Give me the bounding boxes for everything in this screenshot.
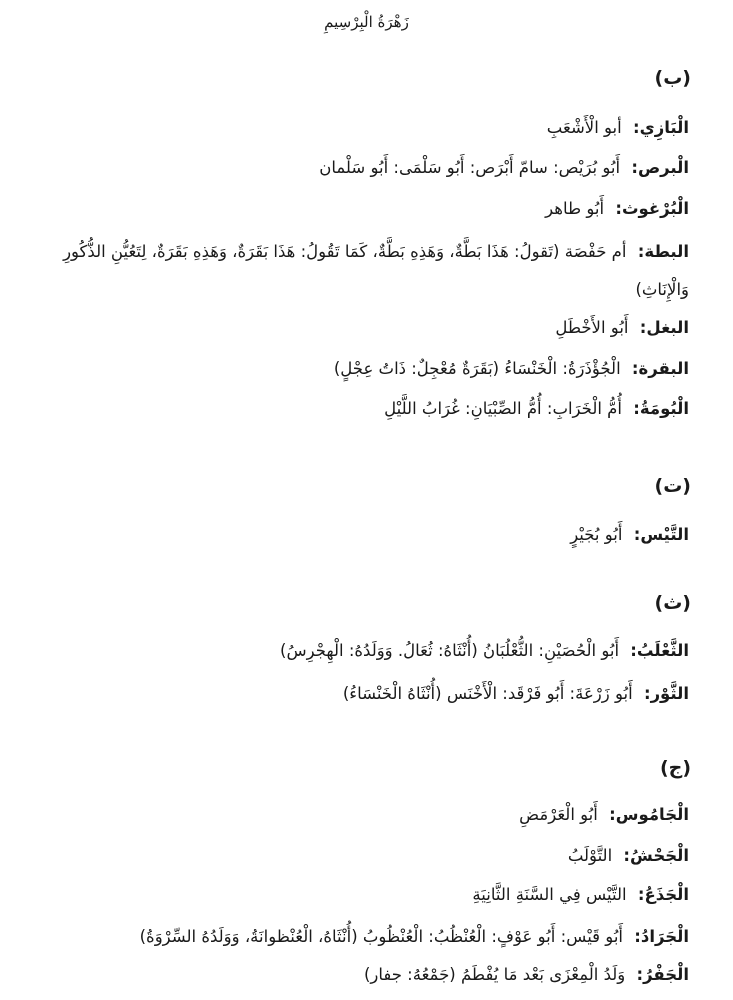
entry-colon: : [631,359,639,378]
entry-definition: وَلَدُ الْمِعْزَى بَعْد مَا يُفْطَمُ (جَمْعُهُ: جفار) [363,965,626,984]
entry-definition: أَبُو بُجَيْرٍ [570,525,623,544]
entry-colon: : [639,318,647,337]
entry-term: الْجَفْرُ [643,965,689,984]
entry-definition: أم حَفْصَة (تَقولُ: هَذَا بَطَّةٌ، وَهَذِهِ بَطَّةٌ، كَمَا تَقُولُ: هَذَا بَقَرَةٌ، وَهَذِهِ بَقَرَةٌ، لِتَعُيُّنِ الذُّكُورِ وَالْإِنَاثِ) [63,242,689,299]
entry-term: البغل [646,318,689,337]
entry-al-jahsh [28,841,689,871]
running-header: زَهْرَةُ الْبِرْسِيمِ [324,13,409,31]
entry-al-bazi [28,113,689,143]
entry-colon: : [634,927,641,946]
entry-colon: : [623,846,631,865]
entry-colon: : [632,118,640,137]
entry-colon: : [630,641,637,660]
entry-at-tays [28,520,689,550]
entry-al-baqara [28,354,689,384]
entry-definition: التَّوْلَبُ [567,846,613,865]
entry-al-baghl [28,313,689,343]
entry-definition: التَّيْس فِي السَّنَةِ الثَّانِيَةِ [472,885,627,904]
entry-term: الْجَذَعُ [644,885,689,904]
section-heading-ba: (ب) [654,67,691,89]
entry-term: الثَّوْر [650,684,689,703]
entry-colon: : [637,242,645,261]
entry-al-jadha [28,880,689,910]
entry-ath-thalab [28,636,689,666]
entry-definition: أَبُو الأَخْطَلِ [555,318,629,337]
entry-colon: : [615,199,622,218]
entry-term: الْجَحْشُ [630,846,689,865]
entry-term: البقرة [638,359,689,378]
entry-definition: أُمُّ الْخَرَابِ: أُمُّ الصِّبْيَانِ: غُرَابُ اللَّيْلِ [384,399,622,418]
entry-colon: : [633,525,641,544]
entry-colon: : [637,885,645,904]
entry-term: الْجَامُوس [615,805,689,824]
entry-term: الْبُومَةُ [639,399,689,418]
entry-term: البطة [644,242,689,261]
entry-colon: : [631,158,638,177]
entry-definition: أَبُو طاهر [545,199,605,218]
entry-definition: أَبُو زَرْعَةَ: أَبُو فَرْقَد: الْأَخْنَس (أُنْثَاهُ الْخَنْسَاءُ) [342,684,633,703]
entry-term: التَّيْس [640,525,689,544]
section-heading-tha: (ث) [654,592,691,614]
entry-al-baras [28,153,689,183]
entry-definition: أَبُو بُرَيْص: سامّ أَبْرَص: أَبُو سَلْمَى: أَبُو سَلْمان [319,158,621,177]
entry-definition: الْجُؤْذَرَةُ: الْخَنْسَاءُ (بَقَرَةٌ مُعْجِلٌ: ذَاتُ عِجْلٍ) [333,359,621,378]
entry-al-jafr [28,960,689,990]
entry-term: الثَّعْلَبُ [636,641,689,660]
entry-term: الْبَازِي [639,118,689,137]
entry-al-jarad [28,922,689,952]
entry-colon: : [643,684,651,703]
entry-colon: : [609,805,616,824]
section-heading-jim: (ج) [659,757,691,779]
entry-definition: أَبُو الْحُصَيْنِ: الثُّعْلُبَانُ (أُنْثَاهُ: ثُعَالُ. وَوَلَدُهُ: الْهِجْرِسُ) [280,641,620,660]
entry-al-buma [28,394,689,424]
entry-definition: أبو الْأَشْعَبِ [546,118,622,137]
entry-definition: أَبُو الْعَرْمَضِ [519,805,598,824]
entry-definition: أَبُو قَيْس: أَبُو عَوْفٍ: الْعُنْظُبُ: الْعُنْظُوبُ (أُنْثَاهُ، الْعُنْظوانَةُ، وَوَلَدُهُ السِّرْوَةُ) [139,927,623,946]
entry-term: الْجَرَادُ [640,927,689,946]
entry-term: الْبُرْغوث [621,199,689,218]
entry-ath-thawr [28,679,689,709]
entry-al-batta [28,233,689,309]
entry-term: الْبرص [637,158,689,177]
entry-colon: : [633,399,640,418]
entry-al-burghuth [28,194,689,224]
entry-al-jamus [28,800,689,830]
entry-colon: : [636,965,644,984]
section-heading-ta: (ت) [654,475,691,497]
